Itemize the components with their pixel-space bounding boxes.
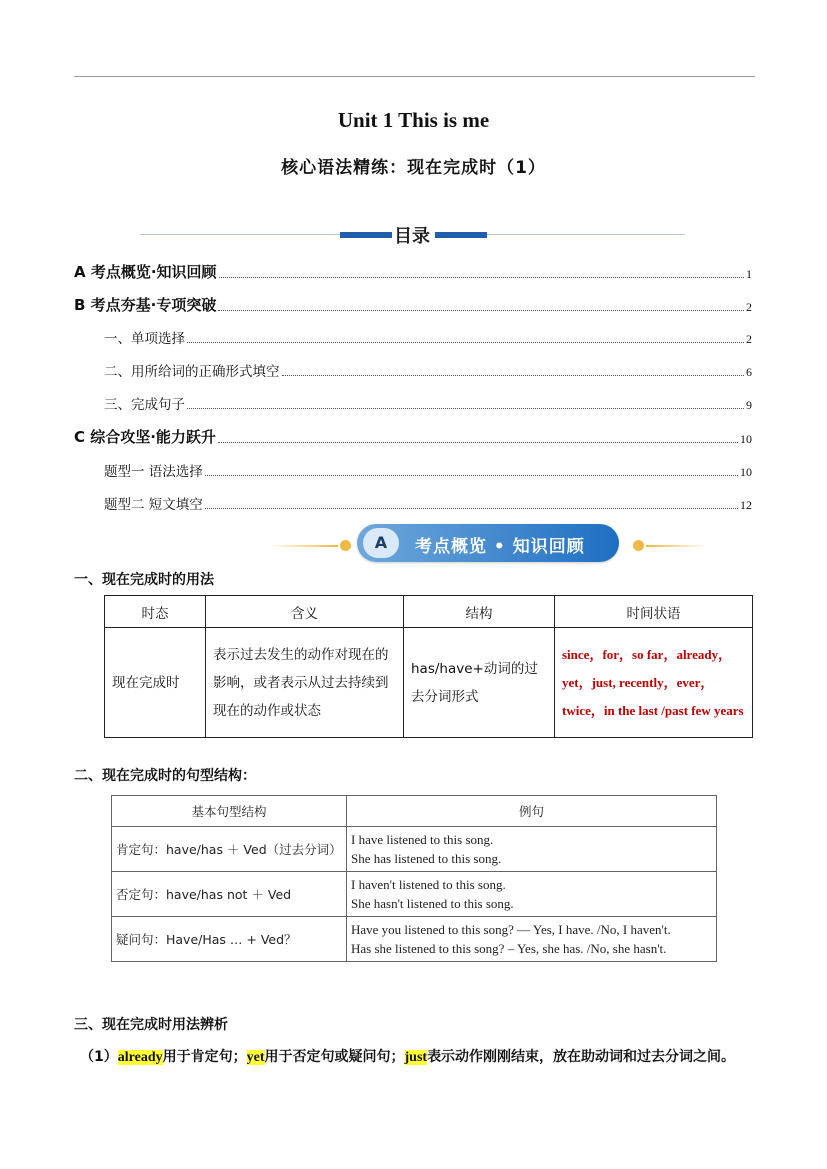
- section1-heading: 一、现在完成时的用法: [74, 572, 214, 588]
- page-title: Unit 1 This is me: [337, 108, 490, 132]
- example-cell: [347, 872, 717, 917]
- section3-heading: 三、现在完成时用法辨析: [74, 1017, 228, 1033]
- header-rule: [74, 76, 755, 77]
- table-header-row: [105, 596, 753, 628]
- highlight-just: just: [404, 1050, 428, 1065]
- page-subtitle: 核心语法精练：现在完成时（1）: [281, 158, 546, 178]
- toc-entry-page: 10: [740, 465, 752, 479]
- toc-bar-left: [340, 232, 392, 238]
- toc-entry-page: 12: [740, 498, 752, 512]
- toc-bar-right: [435, 232, 487, 238]
- para-text: 用于肯定句；: [162, 1049, 247, 1065]
- toc-entry-text: B 考点夯基·专项突破: [74, 296, 217, 314]
- col-header: 基本句型结构: [112, 796, 347, 827]
- toc-title: 目录: [394, 226, 430, 247]
- banner-letter: A: [363, 528, 399, 558]
- toc-entry-page: 2: [746, 300, 752, 314]
- toc-entry-page: 9: [746, 398, 752, 412]
- col-header: 例句: [347, 796, 717, 827]
- table-row: [105, 628, 753, 738]
- highlight-already: already: [117, 1050, 163, 1065]
- toc-entry-text: 二、用所给词的正确形式填空: [104, 364, 280, 380]
- col-header: 时间状语: [555, 596, 753, 628]
- banner-dot-left: [340, 540, 351, 551]
- usage-paragraph: [80, 1046, 735, 1066]
- toc-entry-text: 三、完成句子: [104, 397, 185, 413]
- toc-entry-b1[interactable]: [104, 327, 752, 347]
- example-line: Has she listened to this song? – Yes, she has. /No, she hasn't.: [351, 941, 667, 956]
- toc-entry-page: 2: [746, 332, 752, 346]
- toc-entry-b3[interactable]: [104, 393, 752, 413]
- banner-dot-right: [633, 540, 644, 551]
- table-row: [112, 872, 717, 917]
- toc-entry-text: A 考点概览·知识回顾: [74, 263, 217, 281]
- usage-table: [104, 595, 753, 738]
- highlight-yet: yet: [246, 1050, 265, 1065]
- table-row: [112, 827, 717, 872]
- col-header: 含义: [206, 596, 404, 628]
- example-line: I have listened to this song.: [351, 832, 494, 847]
- pattern-cell: 否定句：have/has not ＋ Ved: [112, 872, 347, 917]
- toc-entry-text: 题型二 短文填空: [104, 497, 203, 513]
- adverbials-cell: since，for，so far，already，yet，just, recently，ever，twice，in the last /past few years: [555, 628, 753, 738]
- para-text: 表示动作刚刚结束，放在助动词和过去分词之间。: [427, 1049, 736, 1065]
- pattern-cell: 疑问句：Have/Has … + Ved？: [112, 917, 347, 962]
- toc-entry-c1[interactable]: [104, 460, 752, 480]
- example-line: She hasn't listened to this song.: [351, 896, 514, 911]
- col-header: 时态: [105, 596, 206, 628]
- para-text: 用于否定句或疑问句；: [264, 1049, 405, 1065]
- toc-entry-a[interactable]: [74, 261, 752, 282]
- col-header: 结构: [404, 596, 555, 628]
- example-line: Have you listened to this song? — Yes, I have. /No, I haven't.: [351, 922, 671, 937]
- section-banner: [268, 524, 708, 566]
- example-line: I haven't listened to this song.: [351, 877, 506, 892]
- section2-heading: 二、现在完成时的句型结构：: [74, 768, 256, 784]
- toc-entry-page: 10: [740, 432, 752, 446]
- example-line: She has listened to this song.: [351, 851, 502, 866]
- table-row: [112, 917, 717, 962]
- tense-cell: 现在完成时: [105, 628, 206, 738]
- structure-cell: has/have+动词的过去分词形式: [404, 628, 555, 738]
- banner-text: 考点概览 • 知识回顾: [415, 537, 585, 557]
- example-cell: [347, 827, 717, 872]
- toc-entry-b[interactable]: [74, 294, 752, 315]
- toc-entry-text: C 综合攻坚·能力跃升: [74, 428, 216, 446]
- example-cell: [347, 917, 717, 962]
- meaning-cell: 表示过去发生的动作对现在的影响，或者表示从过去持续到现在的动作或状态: [206, 628, 404, 738]
- toc-heading: [140, 222, 685, 246]
- pattern-cell: 肯定句：have/has ＋ Ved（过去分词）: [112, 827, 347, 872]
- toc-entry-b2[interactable]: [104, 360, 752, 380]
- toc-entry-page: 6: [746, 365, 752, 379]
- pattern-table: [111, 795, 717, 962]
- toc-entry-text: 一、单项选择: [104, 331, 185, 347]
- table-header-row: [112, 796, 717, 827]
- toc-entry-page: 1: [746, 267, 752, 281]
- toc-entry-text: 题型一 语法选择: [104, 464, 203, 480]
- toc-entry-c2[interactable]: [104, 493, 752, 513]
- toc-entry-c[interactable]: [74, 426, 752, 447]
- para-prefix: （1）: [80, 1049, 118, 1065]
